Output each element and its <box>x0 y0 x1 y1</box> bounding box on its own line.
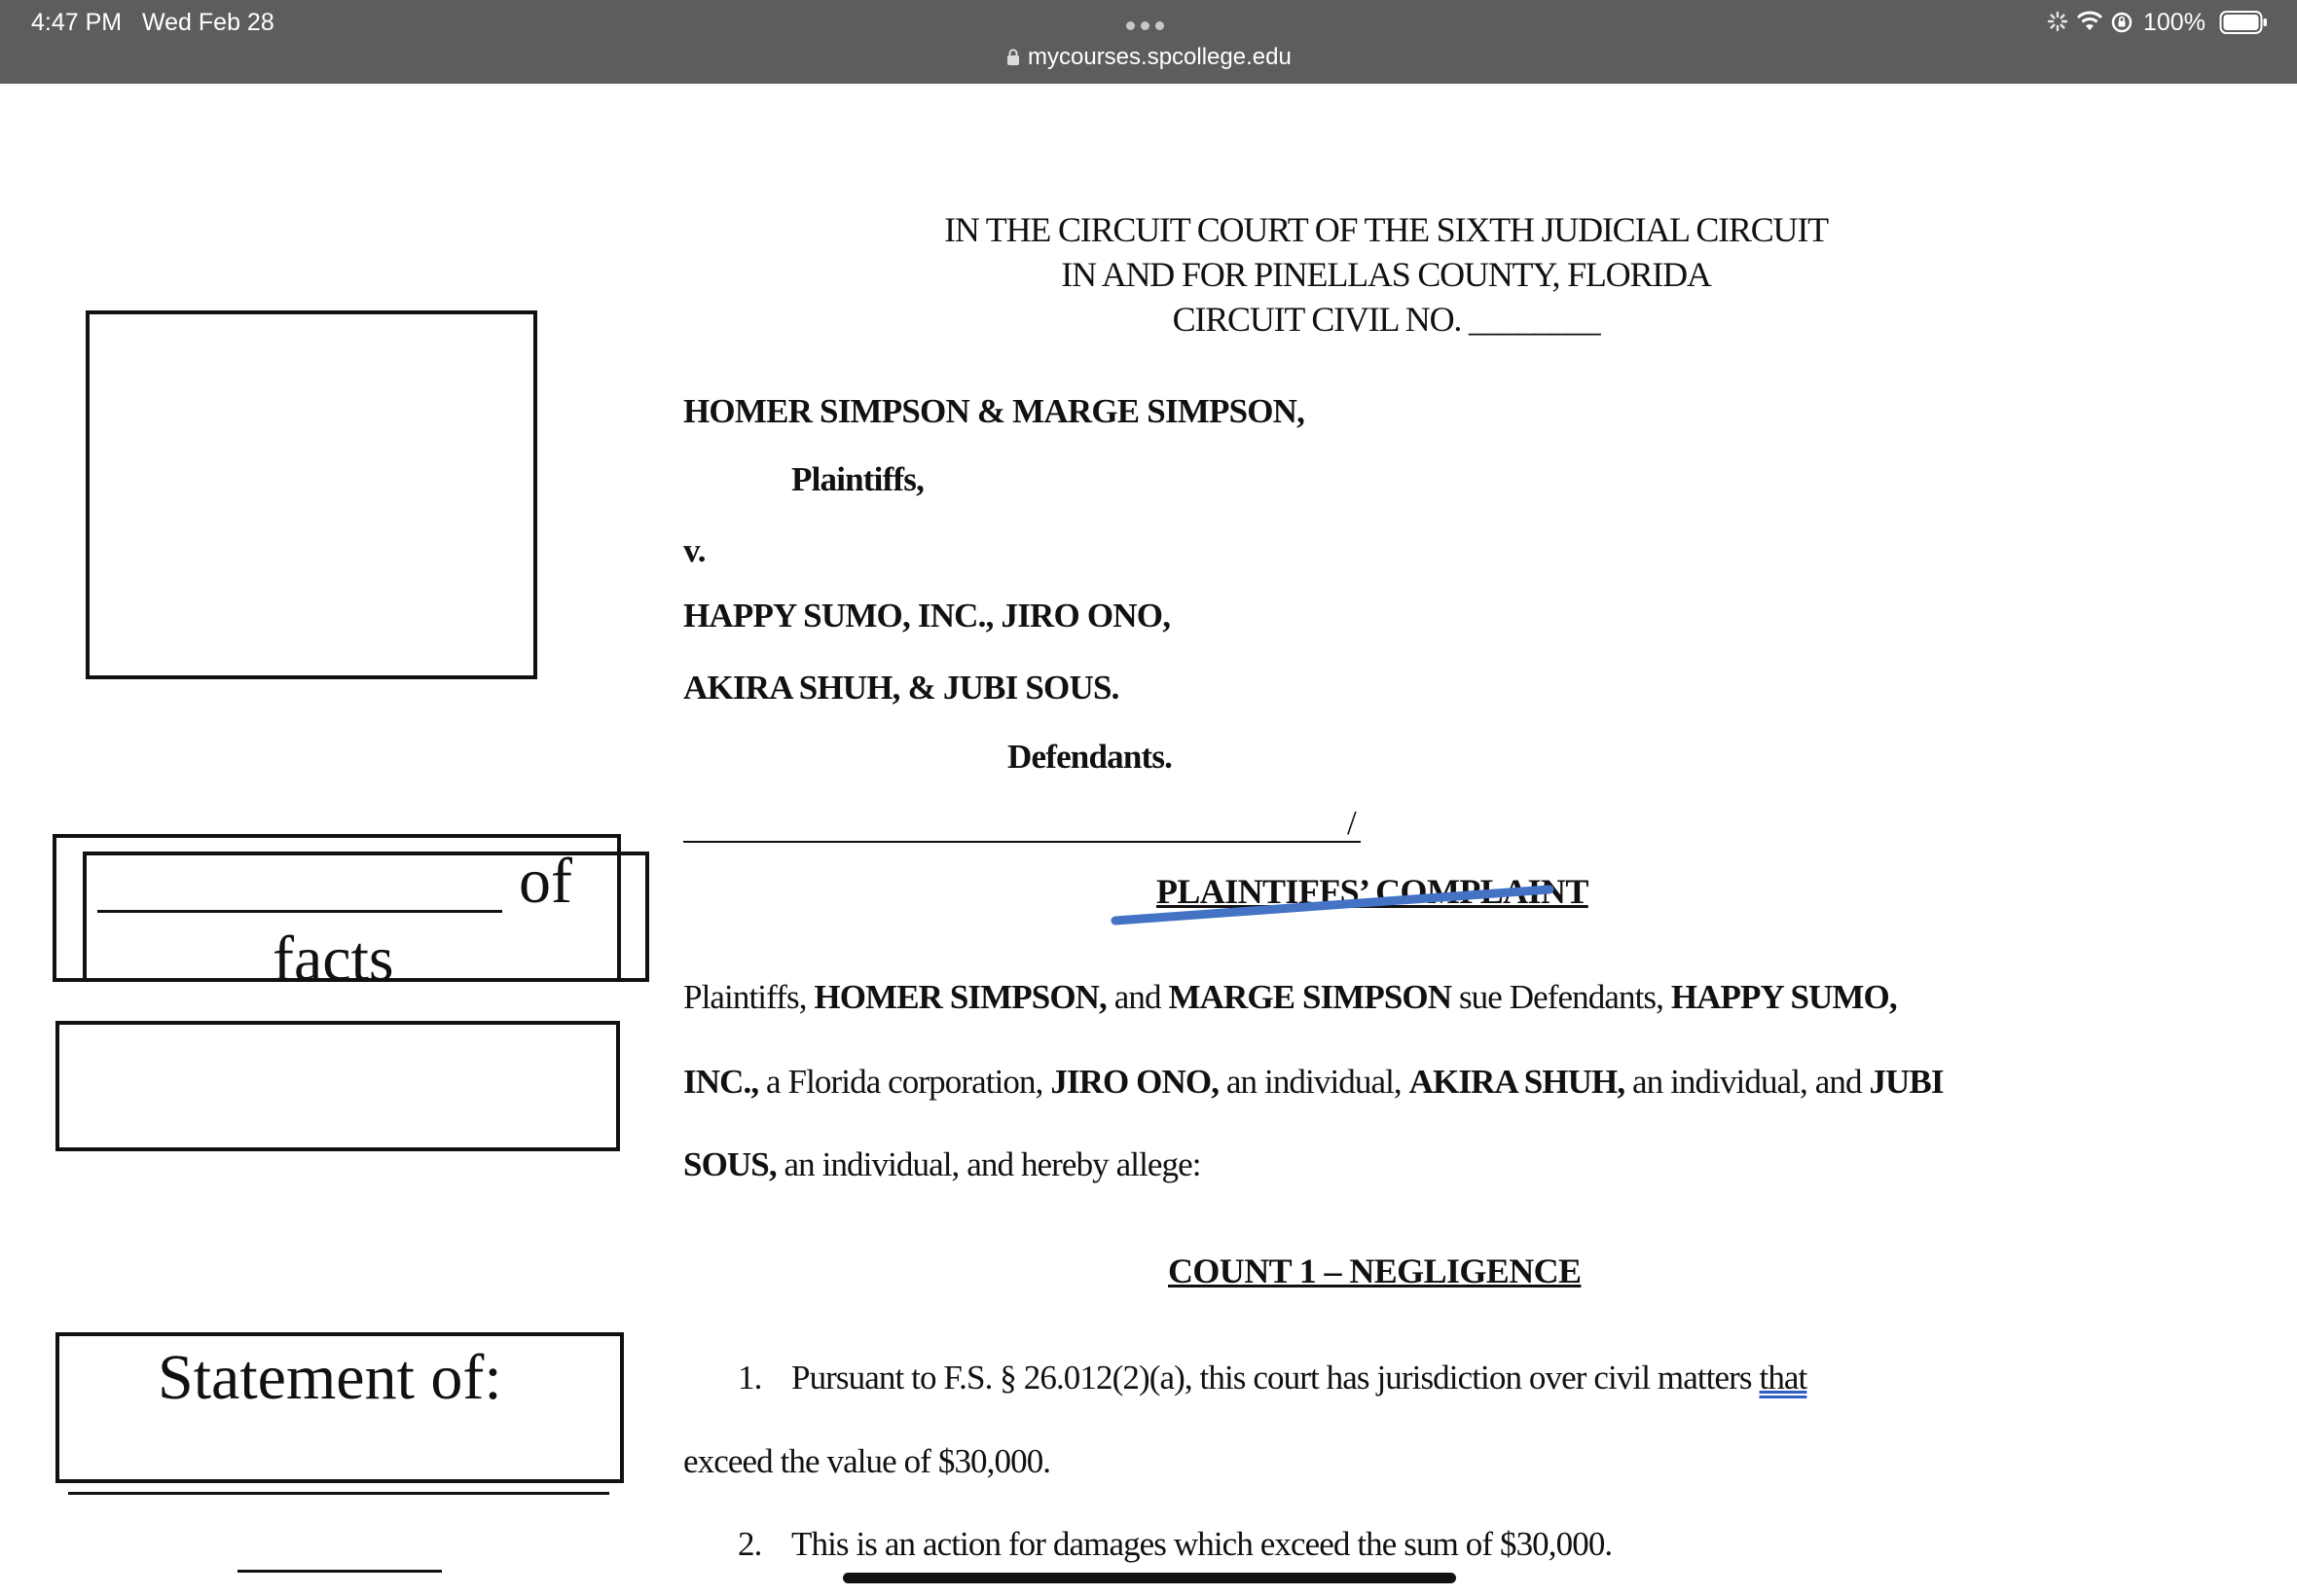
pen-strike-annotation <box>1110 880 1557 928</box>
blank-fill-line <box>97 910 502 913</box>
url-text: mycourses.spcollege.edu <box>1028 44 1292 70</box>
annotation-box-3[interactable] <box>55 1021 620 1151</box>
complaint-title: PLAINTIFFS’ COMPLAINT <box>1156 872 1588 911</box>
item-2-number: 2. <box>738 1525 762 1563</box>
item-1-text: Pursuant to F.S. § 26.012(2)(a), this court has jurisdiction over civil matters that <box>791 1359 1807 1396</box>
item-2-text: This is an action for damages which exceed the sum of $30,000. <box>791 1525 1613 1563</box>
case-number-line: CIRCUIT CIVIL NO. ________ <box>1172 300 1600 339</box>
battery-percent: 100% <box>2143 9 2206 36</box>
browser-top-bar <box>0 0 2297 84</box>
status-date: Wed Feb 28 <box>142 9 274 36</box>
court-heading-line-2: IN AND FOR PINELLAS COUNTY, FLORIDA <box>1061 255 1711 294</box>
orientation-lock-icon <box>2110 11 2133 34</box>
plaintiffs-names: HOMER SIMPSON & MARGE SIMPSON, <box>683 392 1305 430</box>
defendants-line-1: HAPPY SUMO, INC., JIRO ONO, <box>683 597 1171 635</box>
defendants-label: Defendants. <box>1007 738 1173 776</box>
url-field[interactable] <box>1006 44 1292 71</box>
defendants-line-2: AKIRA SHUH, & JUBI SOUS. <box>683 669 1119 707</box>
wifi-icon <box>2075 11 2104 32</box>
intro-line-3: SOUS, an individual, and hereby allege: <box>683 1145 1201 1183</box>
plaintiffs-label: Plaintiffs, <box>791 460 925 498</box>
caption-underline <box>683 841 1361 843</box>
box-4-statement-text: Statement of: <box>158 1342 502 1413</box>
spell-check-word[interactable]: that <box>1759 1359 1807 1396</box>
multitasking-dots-icon[interactable] <box>1126 18 1170 35</box>
item-1-continuation: exceed the value of $30,000. <box>683 1442 1051 1480</box>
lock-icon <box>1006 49 1020 66</box>
box-2-word-of: of <box>519 846 572 917</box>
short-blank-line <box>237 1570 442 1573</box>
battery-icon <box>2219 10 2268 35</box>
count-heading: COUNT 1 – NEGLIGENCE <box>1168 1251 1582 1290</box>
home-indicator[interactable] <box>843 1573 1456 1583</box>
box-2-word-facts: facts <box>273 924 394 995</box>
versus: v. <box>683 531 706 569</box>
box-4-underline <box>68 1492 609 1495</box>
activity-spinner-icon <box>2047 11 2068 32</box>
intro-line-2: INC., a Florida corporation, JIRO ONO, an individual, AKIRA SHUH, an individual, and JUBI <box>683 1063 1944 1101</box>
status-time: 4:47 PM <box>31 9 123 36</box>
annotation-box-1[interactable] <box>86 310 537 679</box>
caption-slash: / <box>1347 804 1356 842</box>
intro-line-1: Plaintiffs, HOMER SIMPSON, and MARGE SIMPSON sue Defendants, HAPPY SUMO, <box>683 978 1897 1016</box>
court-heading-line-1: IN THE CIRCUIT COURT OF THE SIXTH JUDICIAL CIRCUIT <box>944 210 1828 249</box>
item-1-number: 1. <box>738 1359 762 1396</box>
